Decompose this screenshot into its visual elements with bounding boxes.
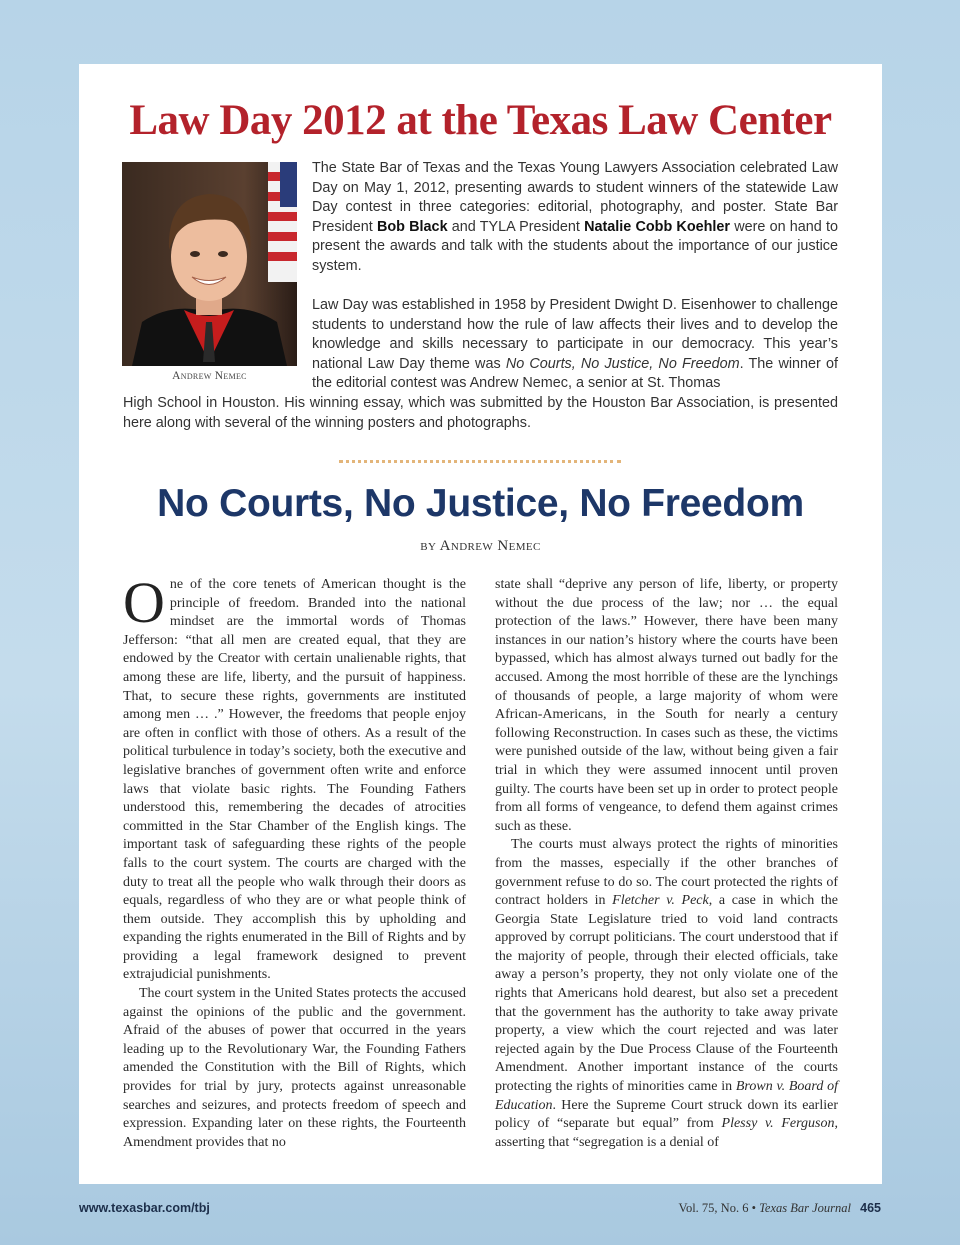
article-paragraph: state shall “deprive any person of life, liberty, or property without the due process of the law; nor … the equal protection of the laws.” However, there have been many instances in our nation’s history where the courts have been bypassed, which has almost always turned out badly for the accused. Among the most horrible of these are the lynchings of thousands of people, a large majority of whom were African-Americans, in the South for nearly a century following Reconstruction. In cases such as these, the victims were punished outside of the law, without being given a fair trial in which they were assumed innocent until proven guilty. The courts have been set up in order to protect people from all forms of vengeance, to defend them against crimes such as these. xyxy=(495,577,838,834)
intro-paragraph-1: The State Bar of Texas and the Texas Young Lawyers Association celebrated Law Day on May 1, 2012, presenting awards to student winners of the statewide Law Day contest in three categories: editorial, photography, and poster. State Bar President Bob Black and TYLA President Natalie Cobb Koehler were on hand to present the awards and talk with the students about the importance of our justice system. xyxy=(312,160,839,274)
page-footer xyxy=(0,1201,960,1221)
name-natalie-cobb-koehler: Natalie Cobb Koehler xyxy=(584,218,731,235)
intro-paragraph-2-continued: High School in Houston. His winning essay, which was submitted by the Houston Bar Association, is presented here along with several of the winning posters and photographs. xyxy=(123,395,838,431)
case-name: Plessy v. Ferguson xyxy=(721,1116,835,1132)
article-column-left xyxy=(123,570,466,1152)
article-paragraph: One of the core tenets of American thought is the principle of freedom. Branded into the national mindset are the immortal words of Thomas Jefferson: “that all men are created equal, that they are endowed by the Creator with certain unalienable rights, that among these are life, liberty, and the pursuit of happiness. That, to secure these rights, governments are instituted among men … .” However, the freedoms that people enjoy are often in conflict with those of others. As a result of the political turbulence in today’s society, both the executive and legislative branches of government often write and enforce laws that violate basic rights. The Founding Fathers understood this, remembering the decades of atrocities committed in the Star Chamber of the English kings. The important task of safeguarding these rights of the people falls to the court system. The courts are charged with the duty to treat all the people who walk through their doors as equals, regardless of who they are or what people think of them outside. They accomplish this by upholding and expanding the rights enumerated in the Bill of Rights and by providing a legal framework designed to prevent extrajudicial punishments. xyxy=(123,570,466,983)
law-day-theme: No Courts, No Justice, No Freedom xyxy=(505,355,740,372)
article-paragraph: The courts must always protect the rights of minorities from the masses, especially if the other branches of government refuse to do so. The court protected the rights of contract holders in Fletcher v. Peck, a case in which the Georgia State Legislature tried to void land contracts approved by corrupt politicians. The court understood that if the majority of people, through their elected officials, take away a person’s property, they not only violate one of the rights that Americans hold dearest, but also set a precedent that the government has the authority to take away private property, a view which the court rejected and was later rejected again by the Due Process Clause of the Fourteenth Amendment. Another important instance of the courts protecting the rights of minorities came in Brown v. Board of Education. Here the Supreme Court struck down its earlier policy of “separate but equal” from Plessy v. Ferguson, asserting that “segregation is a denial of xyxy=(495,837,839,1150)
footer-issue-info: Vol. 75, No. 6 • Texas Bar Journal 465 xyxy=(678,1201,881,1215)
photo-caption: Andrew Nemec xyxy=(172,370,247,382)
headline: Law Day 2012 at the Texas Law Center xyxy=(129,97,832,144)
article-column-right xyxy=(495,576,838,1152)
magazine-page xyxy=(79,64,882,1184)
case-name: Brown v. Board of Education xyxy=(495,1079,838,1113)
intro-paragraph-2: Law Day was established in 1958 by President Dwight D. Eisenhower to challenge students to understand how the rule of law affects their lives and to develop the knowledge and skills necessary to participate in our democracy. This year’s national Law Day theme was No Courts, No Justice, No Freedom. The winner of the editorial contest was Andrew Nemec, a senior at St. Thomas xyxy=(312,297,838,392)
page-number: 465 xyxy=(860,1201,881,1215)
article-title: No Courts, No Justice, No Freedom xyxy=(157,482,804,525)
dotted-divider xyxy=(339,460,621,463)
footer-url[interactable]: www.texasbar.com/tbj xyxy=(79,1201,210,1215)
drop-cap: O xyxy=(123,570,165,635)
case-name: Fletcher v. Peck xyxy=(612,893,709,909)
byline: by Andrew Nemec xyxy=(420,538,541,554)
name-bob-black: Bob Black xyxy=(377,218,448,235)
portrait-photo xyxy=(122,162,297,366)
article-paragraph: The court system in the United States protects the accused against the opinions of the public and the government. Afraid of the abuses of power that occurred in the years leading up to the Revolutionary War, the Founding Fathers amended the Constitution with the Bill of Rights, which provides for trial by jury, protects against unreasonable searches and seizures, and protects freedom of speech and expression. Expanding later on these rights, the Fourteenth Amendment provides that no xyxy=(123,986,466,1150)
